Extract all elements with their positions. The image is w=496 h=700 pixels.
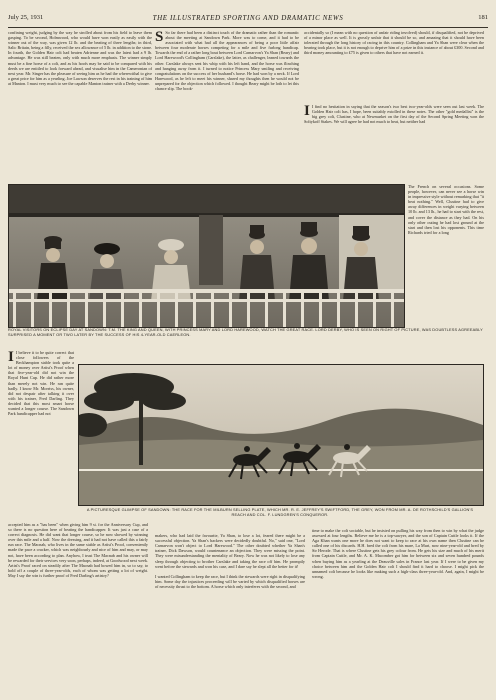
column-text: I I find no hesitation in saying that the season's two best two-year-olds were seen out last week. The Golden Hair colt has, I hope, been suitably extolled in these notes. The other "gold medallist" is the big grey colt, Clustine, who at Newmarket on the first day of the Second Spring Meeting won the Soltykoff Stakes. We will agree he had not much to beat, but neither had — [304, 104, 484, 125]
page-header — [8, 14, 488, 26]
header-rule — [8, 27, 488, 28]
sandown-race-photo — [78, 364, 484, 506]
column-text: makers, who had laid the favourite, Ya Shan, to lose a lot, feared there might be a successful objection. Ya Shan's backers were decidedly doubtful. No," said one, "Lord Carnarvon won't object to Lord Harewood." The other doubted whether Ya Shan's trainer, Dick Dawson, would countenance an objection. They were missing the point. They were misunderstanding the mentality of Beary. Now he was not likely to lose any sleep through objecting to brother Carslake and taking the race off him. He promptly went before the stewards and won his case, and I dare say he slept all the better for it! I wanted Collingham to keep the race, but I think the stewards were right in disqualifying him. Some day the injustices proceeding will be varied by which disqualified horses are of necessity thrust to the bottom. A horse which only interferes with the second, and — [155, 533, 305, 590]
masthead: THE ILLUSTRATED SPORTING AND DRAMATIC NEWS — [152, 14, 344, 22]
article-column-top-right — [304, 30, 484, 102]
column-text: confining weight, judging by the way he strolled about from his field to leave them gasping. To be second, Holmwood, who would have won easily as easily with the winner out of the way, was given 12 lb. and the beating of three lengths; in third, Salic Britain, being a filly, received the sex allowance of 5 lb. in addition to the stone. In fourth, the Golden Hair colt had beaten Adrienne and was the latest had a 9 lb. advantage. He was still beaten, only with much more emphasis. The winner simply must be a fine horse of a colt, and as his hoofs may be said to be compared with his deeds we are entitled to look forward ahead, and visualise him in the Cameronian of next year. Mr. Singer has the pleasure of seeing him as he had the wherewithal to give a great price for him as a yearling. Joe Lawson deserves the rest in his training of him at Manton. I must very much to see the capable Manton trainer with a Derby winner. — [8, 30, 152, 86]
column-text: S So far there had been a distinct touch of the dramatic rather than the romantic about the meeting at Sandown Park. More was to come, and it had to be associated with what had all the appearances of being a poor little affair between four moderate horses competing for a mile and five furlong handicap. Towards the end of a rather long bout between Lord Carnarvon's Ya Shan (Beary) and Lord Harewood's Collingham (Carslake), the latter, as challenger, leaned towards the other. Carslake always sent his whip with his left hand, and the horse was flinching and hanging away from it. I turned to notice Princess Mary smiling and receiving congratulations on the success of her husband's horse. He had won by a neck. If Lord Harewood, as he left to meet his winner, shared my thoughts then he would not be unprepared for the objection which followed. I thought Beary might be loth to let this chance slip. The book- — [155, 30, 299, 92]
article-column-top-right-lower — [304, 104, 484, 182]
article-column-bottom-right — [312, 528, 484, 692]
sandown-race-caption: A PICTURESQUE GLIMPSE OF SANDOWN: THE RACE FOR THE MILBURN SELLING PLATE, WHICH MR. R. E. JEFFREY'S SWIFTFORD, THE GREY, WON FROM MR. A. DE ROTHSCHILD'S GALLION'S REACH AND COL. F. LUNDGREN'S CONQUEROR. — [86, 507, 474, 517]
royal-visitors-photo — [8, 184, 405, 328]
sandown-race-illustration — [79, 365, 483, 505]
column-text: The French on several occasions. Some people, however, can never see a horse win in impressive style without remarking that "it beat nothing." Well, Clustine had to give away differences in weight varying between 10 lb. and 13 lb., he had to start with the rest, and cover the distance as they had. On his only other outing he had lost ground at the start and then lost his opponents. This time Richards tried for a long — [408, 184, 484, 235]
issue-date: July 25, 1931 — [8, 14, 44, 21]
article-column-bottom-middle — [155, 528, 305, 692]
column-text: I I believe it to be quite correct that close followers of the Beckhampton stable took quite a lot of money over Artist's Proof when that five-year-old did not win the Royal Hunt Cup. He did rather more than merely not win. He ran quite badly. I know Mr. Morriss, his owner, did not despair after talking it over with his trainer, Fred Darling. They decided that this most smart horse wanted a longer course. The Sandown Park handicapper had not — [8, 350, 74, 417]
royal-visitors-caption: ROYAL VISITORS ON ECLIPSE DAY AT SANDOWN: T.M. THE KING AND QUEEN, WITH PRINCESS MARY AND LORD HAREWOOD, WATCH THE GREAT RACE. LORD DERBY, WHO IS SEEN ON RIGHT OF PICTURE, WAS DOUBTLESS AGREEABLY SURPRISED A MOMENT OR TWO LATER BY THE SUCCESS OF HIS 4-YEAR-OLD CAERLEON. — [8, 327, 483, 337]
article-column-top-left — [8, 30, 152, 182]
page-number: 181 — [478, 14, 488, 21]
article-column-top-middle — [155, 30, 299, 182]
column-text: accidentally so (I mean with no question of unfair riding involved) should, if disqualified, not be deprived of a minor place as well. It is grossly unfair that it should be so, and amazing that it should have been tolerated through the long history of racing in this country. Collingham and Ya Shan were clear when the bearing took place, but it is not enough to deprive him of a prize in this instance of about £300. Second and third money amounting to £75 is given to others that have not earned it. — [304, 30, 484, 56]
article-column-right-narrow — [408, 184, 484, 326]
column-text: accepted him as a "has been" when giving him 9 st. for the Anniversary Cup, and so there is no question here of beating the handicapper. It was just a case of a correct diagnosis. He did want that longer course, so he now showed by winning over this mile and a half. Now the dressing, and it had not have called this a fairly run race. The Macnab, who lives in the same stable as Artist's Proof, conveniently made the pace a cracker, which was neighbourly and nice of him and may, or may not, have been according to plan. Anyhow, I trust The Macnab and his owner will be rewarded for their services very soon, perhaps, indeed, at Goodwood next week. Artist's Proof raced on steadily after The Macnab had bowed him in, so to say, to hold off a couple of three-year-olds, each of whom was getting a lot of weight. May I say the win is further proof of Fred Darling's artistry? — [8, 522, 148, 578]
article-column-left-narrow — [8, 350, 74, 520]
royal-visitors-illustration — [9, 185, 404, 327]
article-column-bottom-left — [8, 522, 148, 692]
column-text: time to make the colt sociable, but he insisted on pulling his way from then to win by what the judge assessed at four lengths. Believe me he is a top-sawyer, and the son of Captain Cuttle looks it. If the Aga Khan wants one more he does not want to keep to race at his own name then Clustine can be called one of his discards. H.H. bred the colt from his mare, La Muri, now nine-year-old and bred by Sir Herode. That is where Clustine gets his grey colour from. He gets his size and much of his merit from Captain Cuttle, and Mr. A. K. Macomber got him for between six and seven hundred pounds when buying him as a yearling at the Deauville sales in France last year. If I were to be given my choice between him and the Golden Hair colt I should find it hard to choose. I might pick the unnamed colt because he looks like making such a high-class three-year-old. And, again, I might be wrong. — [312, 528, 484, 579]
